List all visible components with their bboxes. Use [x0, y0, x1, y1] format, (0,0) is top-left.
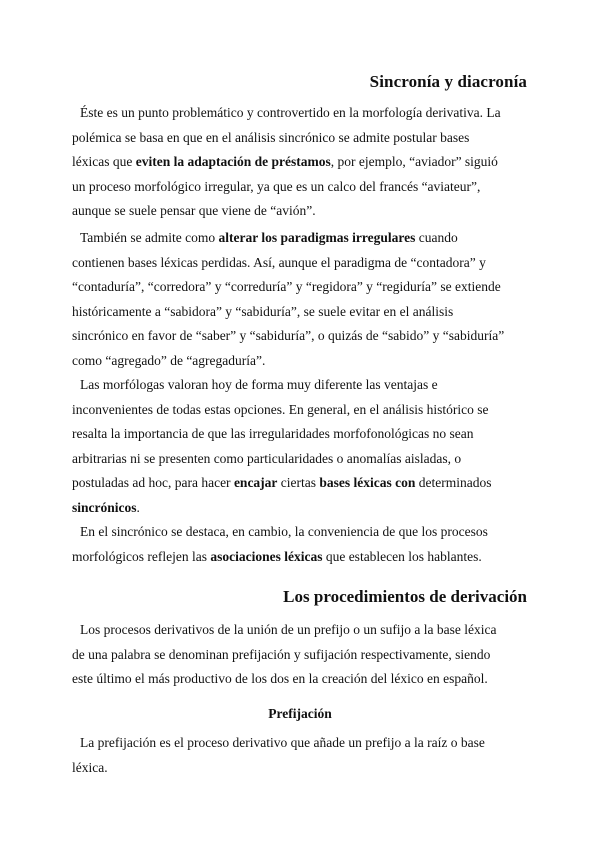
paragraph-line	[72, 150, 542, 175]
paragraph-line	[72, 471, 542, 496]
paragraph-line: arbitrarias ni se presenten como particularidades o anomalías aisladas, o	[72, 450, 462, 466]
paragraph-line: este último el más productivo de los dos en la creación del léxico en español.	[72, 671, 488, 686]
paragraph-line: Los procesos derivativos de la unión de un prefijo o un sufijo a la base léxica	[80, 622, 497, 637]
paragraph-5	[72, 618, 542, 692]
paragraph-line: contienen bases léxicas perdidas. Así, aunque el paradigma de “contadora” y	[72, 254, 486, 270]
bold-term: encajar	[233, 475, 278, 490]
paragraph-line: de una palabra se denominan prefijación y sufijación respectivamente, siendo	[72, 646, 491, 662]
section-heading-derivacion: Los procedimientos de derivación	[283, 587, 527, 606]
text-run: determinados	[415, 475, 492, 490]
paragraph-line: La prefijación es el proceso derivativo que añade un prefijo a la raíz o base	[80, 735, 485, 750]
paragraph-line: aunque se suele pensar que viene de “avión”.	[72, 203, 316, 218]
text-run: morfológicos reflejen las	[72, 548, 211, 564]
paragraph-3	[72, 373, 542, 520]
paragraph-line: Las morfólogas valoran hoy de forma muy diferente las ventajas e	[80, 377, 438, 392]
bold-term: bases léxicas con	[319, 475, 416, 490]
text-run: que establecen los hablantes.	[322, 548, 482, 564]
paragraph-line: como “agregado” de “agregaduría”.	[72, 352, 266, 368]
paragraph-line: resalta la importancia de que las irregularidades morfofonológicas no sean	[72, 426, 474, 441]
section-heading-sincronia: Sincronía y diacronía	[369, 72, 527, 91]
paragraph-line: históricamente a “sabidora” y “sabiduría”, se suele evitar en el análisis	[72, 303, 454, 319]
text-run: ciertas	[277, 475, 320, 490]
bold-term: eviten la adaptación de préstamos	[135, 154, 331, 169]
text-run: léxicas que	[72, 154, 136, 169]
paragraph-line	[72, 545, 542, 570]
paragraph-4	[72, 520, 542, 569]
paragraph-line: un proceso morfológico irregular, ya que es un calco del francés “aviateur”,	[72, 178, 481, 194]
paragraph-line: polémica se basa en que en el análisis sincrónico se admite postular bases	[72, 129, 470, 145]
text-run: postuladas ad hoc, para hacer	[72, 475, 234, 490]
paragraph-line: sincrónico en favor de “saber” y “sabiduría”, o quizás de “sabido” y “sabiduría”	[72, 328, 505, 343]
paragraph-line	[72, 496, 542, 521]
text-run: cuando	[415, 230, 458, 245]
paragraph-line: léxica.	[72, 759, 108, 775]
bold-term: asociaciones léxicas	[210, 548, 323, 564]
paragraph-line: Éste es un punto problemático y controvertido en la morfología derivativa. La	[80, 105, 501, 120]
text-run: También se admite como	[80, 230, 219, 245]
paragraph-2	[72, 226, 542, 373]
paragraph-line: En el sincrónico se destaca, en cambio, la conveniencia de que los procesos	[80, 524, 488, 539]
paragraph-1	[72, 101, 542, 224]
bold-term: sincrónicos	[72, 499, 137, 515]
paragraph-6	[72, 731, 542, 780]
subheading-prefijacion: Prefijación	[268, 706, 332, 721]
paragraph-line	[72, 226, 542, 251]
paragraph-line: inconvenientes de todas estas opciones. En general, en el análisis histórico se	[72, 401, 489, 417]
paragraph-line: “contaduría”, “corredora” y “correduría” y “regidora” y “regiduría” se extiende	[72, 279, 501, 294]
text-run: , por ejemplo, “aviador” siguió	[330, 154, 498, 169]
bold-term: alterar los paradigmas irregulares	[218, 230, 416, 245]
text-run: .	[136, 499, 140, 515]
